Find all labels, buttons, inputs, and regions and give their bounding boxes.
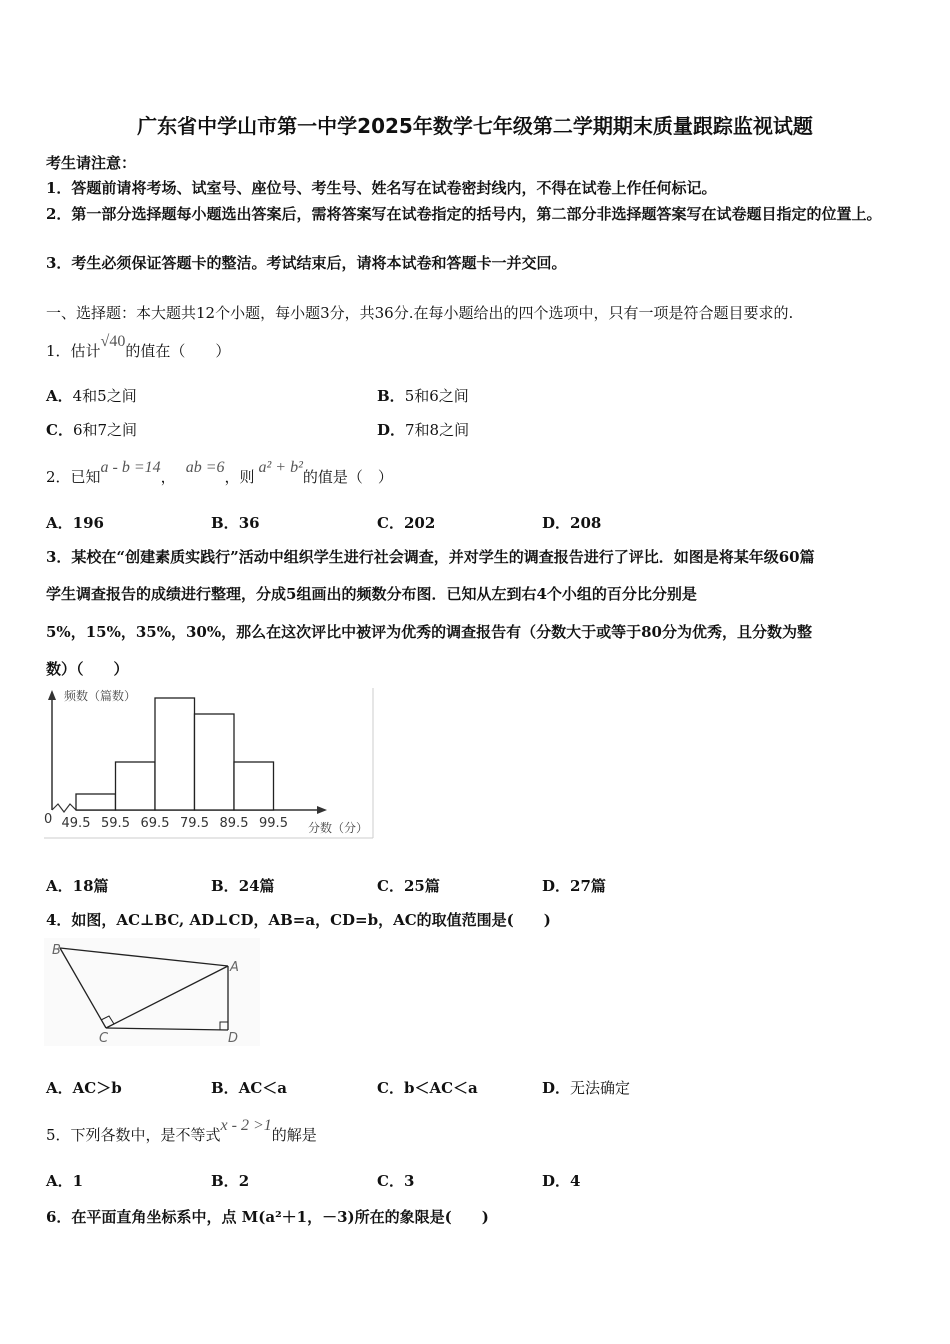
- notice-item-1: 1．答题前请将考场、试室号、座位号、考生号、姓名写在试卷密封线内，不得在试卷上作任何标记。: [46, 179, 717, 197]
- question-6: 6．在平面直角坐标系中，点 M(a²＋1，－3)所在的象限是( ): [46, 1208, 489, 1226]
- axis-break: [52, 804, 76, 812]
- q4-option-b[interactable]: B．AC＜a: [211, 1079, 287, 1097]
- x-tick-label: 79.5: [180, 816, 209, 831]
- q5-post: 的解是: [271, 1126, 317, 1144]
- q3-option-a[interactable]: A．18篇: [46, 877, 109, 895]
- q3-line-4: 数）（ ）: [46, 660, 129, 678]
- q3-line-2: 学生调查报告的成绩进行整理，分成5组画出的频数分布图．已知从左到右4个小组的百分比分别是: [46, 585, 697, 603]
- notice-item-3: 3．考生必须保证答题卡的整洁。考试结束后，请将本试卷和答题卡一并交回。: [46, 254, 567, 272]
- q2-option-d[interactable]: D．208: [542, 514, 602, 532]
- q5-option-a[interactable]: A．1: [46, 1172, 84, 1190]
- x-axis-arrow: [317, 806, 327, 814]
- q3-option-c[interactable]: C．25篇: [377, 877, 440, 895]
- q2-option-b[interactable]: B．36: [211, 514, 260, 532]
- geometry-figure: [44, 938, 260, 1046]
- q1-pre: 1．估计: [46, 342, 101, 360]
- label-a: A: [230, 960, 239, 975]
- q2-math-1: a - b =14: [100, 459, 161, 476]
- x-axis-label: 分数（分）: [308, 821, 369, 835]
- histogram-chart: [44, 686, 376, 842]
- q2-post: 的值是（ ）: [302, 468, 393, 486]
- x-tick-label: 89.5: [219, 816, 249, 831]
- label-d: D: [228, 1031, 239, 1046]
- label-b: B: [52, 943, 61, 958]
- q1-option-c[interactable]: C．6和7之间: [46, 421, 138, 439]
- q5-option-b[interactable]: B．2: [211, 1172, 250, 1190]
- x-tick-label: 49.5: [61, 816, 91, 831]
- q3-line-1: 3．某校在“创建素质实践行”活动中组织学生进行社会调查，并对学生的调查报告进行了评比．如图是将某年级60篇: [46, 548, 815, 566]
- histogram-bar: [234, 762, 274, 810]
- x-tick-label: 59.5: [101, 816, 130, 831]
- origin-label: 0: [44, 812, 53, 827]
- q1-math: √40: [100, 333, 126, 350]
- q3-line-3: 5%，15%，35%，30%，那么在这次评比中被评为优秀的调查报告有（分数大于或等于80分为优秀，且分数为整: [46, 623, 812, 641]
- q5-option-d[interactable]: D．4: [542, 1172, 581, 1190]
- question-1: [46, 333, 231, 361]
- x-tick-label: 99.5: [259, 816, 288, 831]
- histogram-bar: [195, 714, 235, 810]
- question-2: [46, 459, 393, 487]
- q2-option-c[interactable]: C．202: [377, 514, 436, 532]
- section-heading: 一、选择题：本大题共12个小题，每小题3分，共36分.在每小题给出的四个选项中，只有一项是符合题目要求的.: [46, 304, 794, 322]
- q2-sep-1: ，: [160, 468, 176, 486]
- y-axis-label: 频数（篇数）: [64, 689, 137, 703]
- histogram-bar: [76, 794, 116, 810]
- q1-option-a[interactable]: A．4和5之间: [46, 387, 137, 405]
- q5-math: x - 2 >1: [220, 1117, 272, 1134]
- question-4: 4．如图，AC⊥BC, AD⊥CD，AB=a，CD=b，AC的取值范围是( ): [46, 911, 551, 929]
- q4-option-d[interactable]: D．无法确定: [542, 1079, 631, 1097]
- q4-option-c[interactable]: C．b＜AC＜a: [377, 1079, 478, 1097]
- page-title: 广东省中学山市第一中学2025年数学七年级第二学期期末质量跟踪监视试题: [137, 114, 813, 138]
- notice-item-2: 2．第一部分选择题每小题选出答案后，需将答案写在试卷指定的括号内，第二部分非选择题答案写在试卷题目指定的位置上。: [46, 205, 882, 223]
- x-tick-label: 69.5: [140, 816, 170, 831]
- q3-option-d[interactable]: D．27篇: [542, 877, 606, 895]
- q2-option-a[interactable]: A．196: [46, 514, 104, 532]
- q5-pre: 5．下列各数中，是不等式: [46, 1126, 221, 1144]
- q1-post: 的值在（ ）: [125, 342, 231, 360]
- q2-math-3: a² + b²: [258, 459, 303, 476]
- q5-option-c[interactable]: C．3: [377, 1172, 415, 1190]
- q1-option-b[interactable]: B．5和6之间: [377, 387, 469, 405]
- q1-option-d[interactable]: D．7和8之间: [377, 421, 470, 439]
- y-axis-arrow: [48, 690, 56, 700]
- q2-math-2: ab =6: [185, 459, 225, 476]
- label-c: C: [99, 1031, 109, 1046]
- histogram-bar: [155, 698, 195, 810]
- q2-pre: 2．已知: [46, 468, 101, 486]
- q4-option-a[interactable]: A．AC＞b: [46, 1079, 122, 1097]
- notice-heading: 考生请注意：: [46, 154, 137, 172]
- q3-option-b[interactable]: B．24篇: [211, 877, 275, 895]
- q2-sep-2: ，则: [224, 468, 255, 486]
- histogram-bar: [116, 762, 156, 810]
- question-5: [46, 1117, 317, 1145]
